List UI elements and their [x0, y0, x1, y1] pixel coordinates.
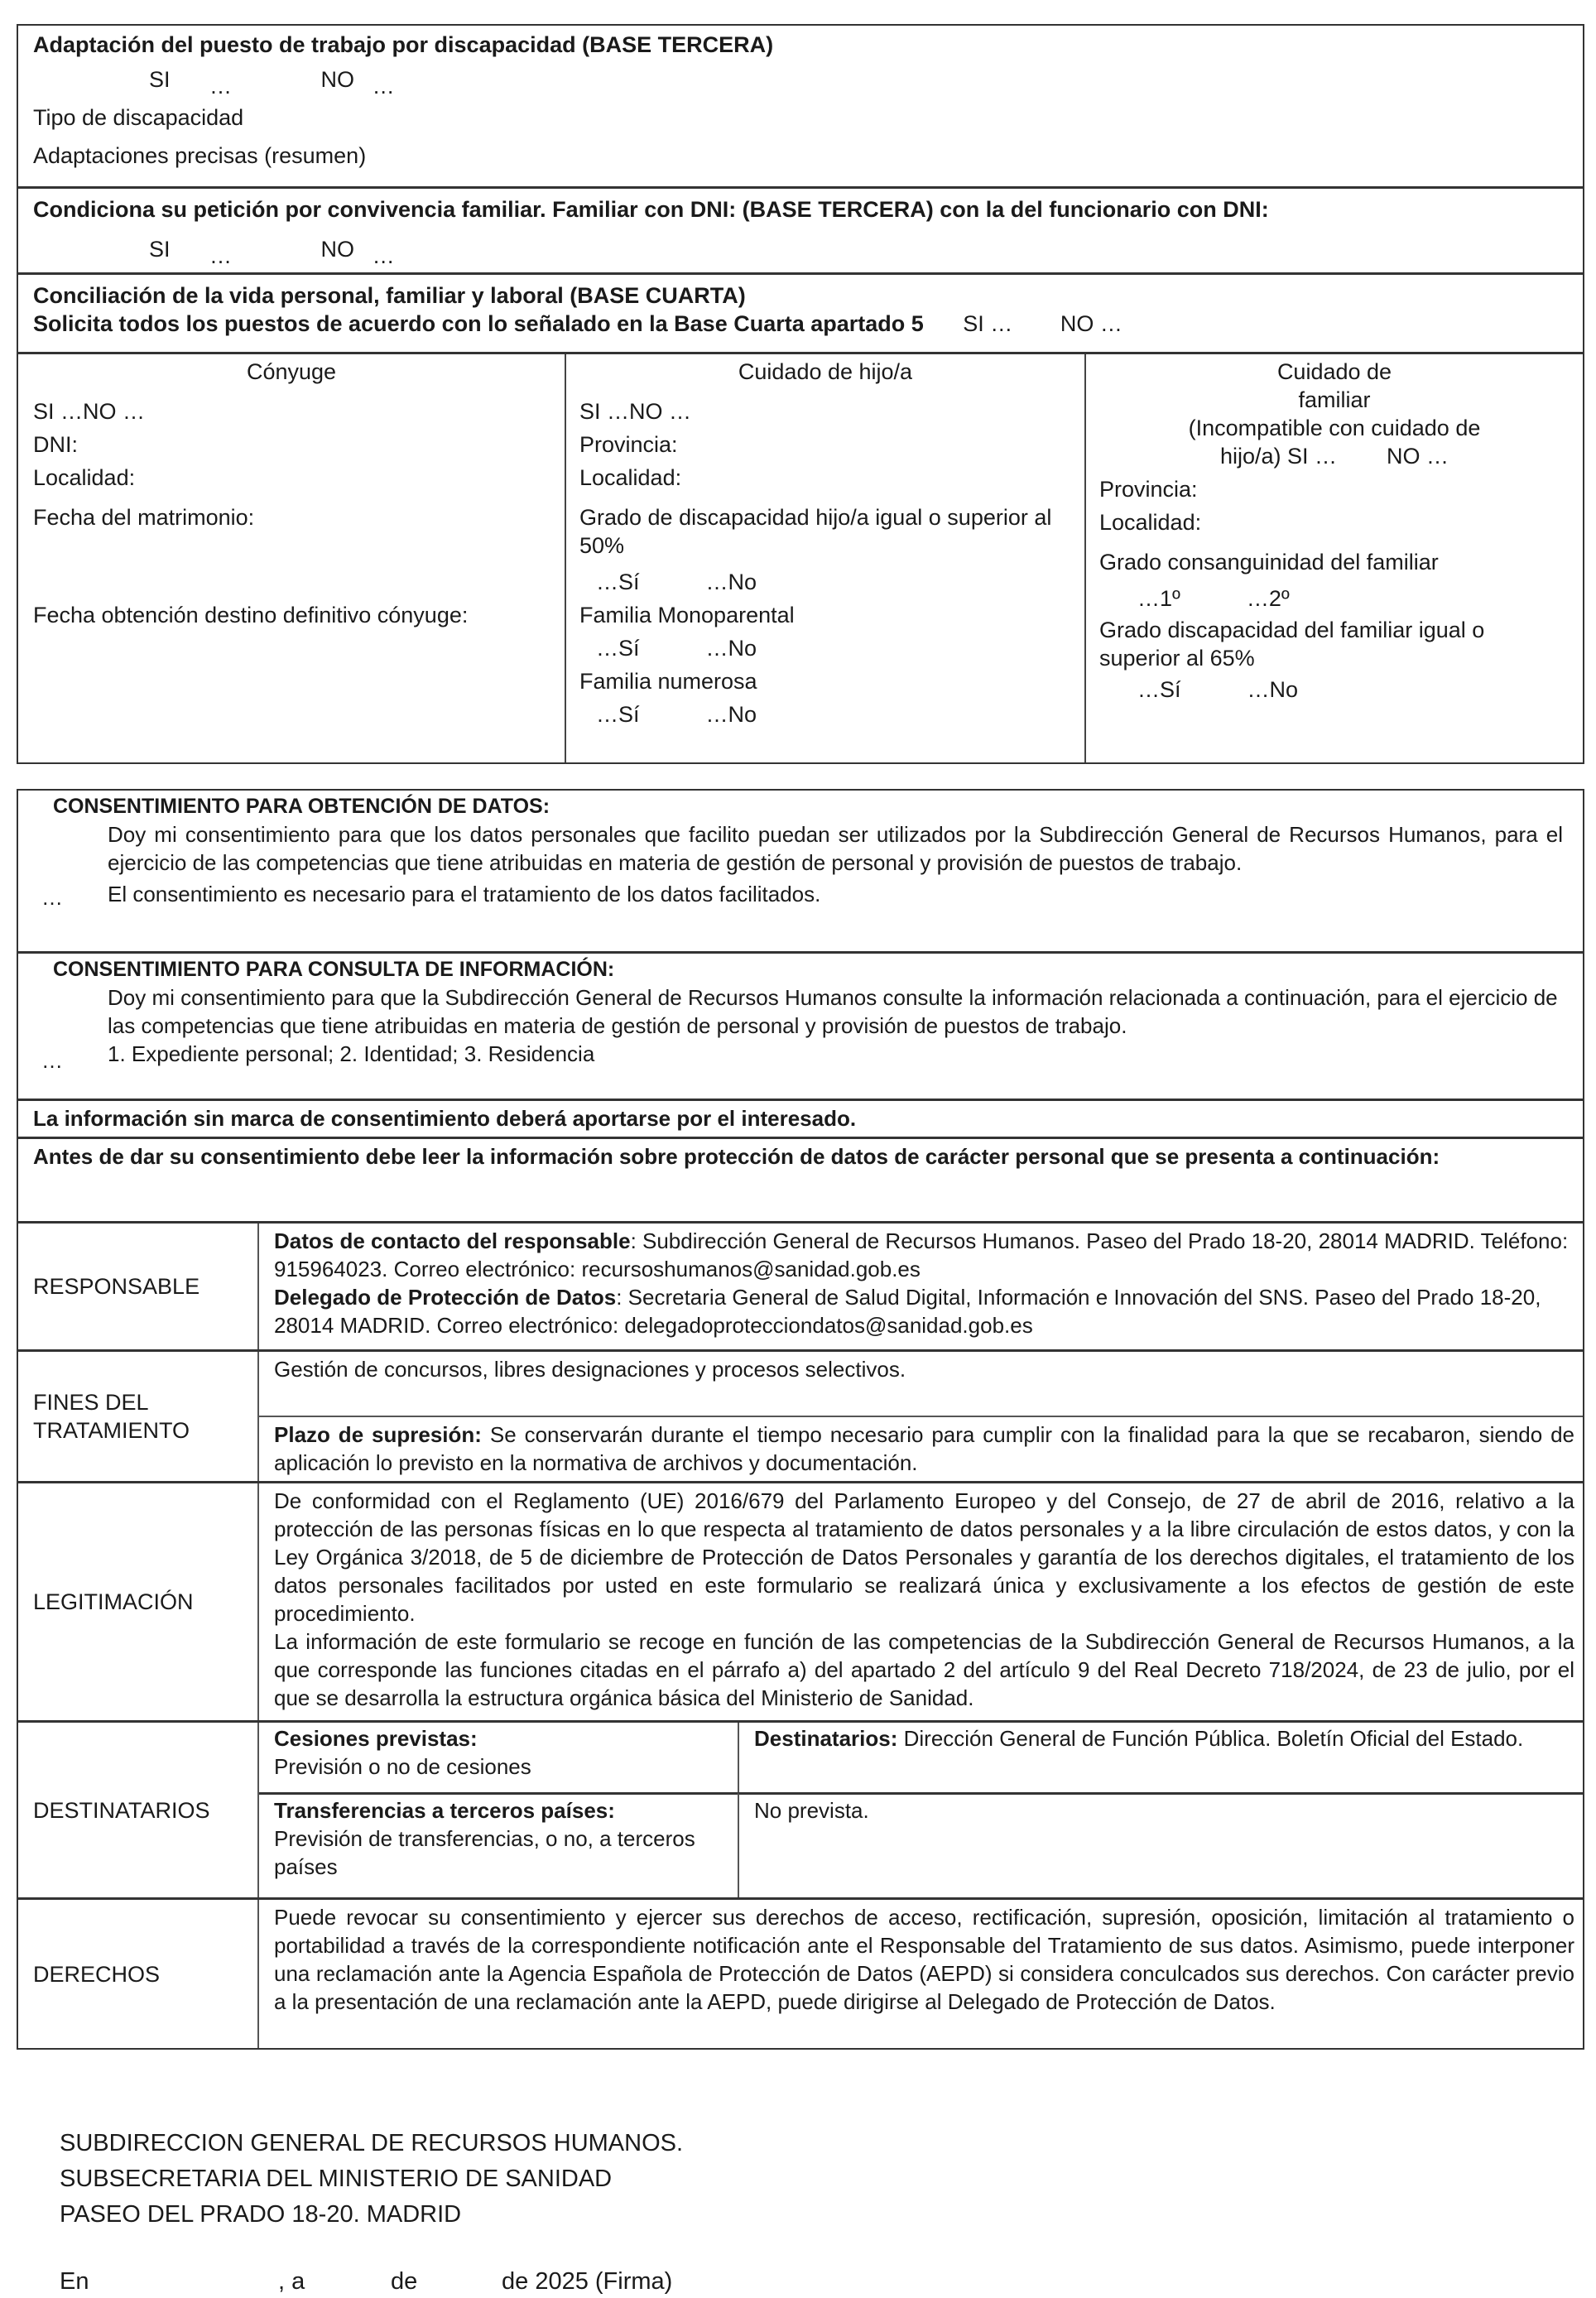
consent-consulta-checkbox[interactable]: … — [41, 1048, 63, 1073]
hijo-provincia-field[interactable]: Provincia: — [579, 432, 678, 457]
monoparental-no-checkbox[interactable]: …No — [705, 636, 757, 661]
plazo-supresion-text: Se conservarán durante el tiempo necesario para cumplir con la finalidad para la que se recabaron, siendo de aplicación lo previsto en la normativa de archivos y documentación. — [274, 1422, 1574, 1475]
responsable-label: RESPONSABLE — [33, 1274, 200, 1299]
familiar-grado-no-checkbox[interactable]: …No — [1247, 677, 1299, 702]
legitimacion-label: LEGITIMACIÓN — [33, 1589, 194, 1614]
convivencia-section — [18, 186, 1583, 272]
familiar-provincia-field[interactable]: Provincia: — [1099, 477, 1198, 502]
consanguinidad-2-checkbox[interactable]: …2º — [1246, 586, 1290, 611]
conciliacion-title: Conciliación de la vida personal, familiar y laboral (BASE CUARTA) — [33, 283, 746, 308]
consent-obtencion-title: CONSENTIMIENTO PARA OBTENCIÓN DE DATOS: — [53, 795, 550, 818]
numerosa-si-checkbox[interactable]: …Sí — [596, 702, 640, 727]
consanguinidad-label: Grado consanguinidad del familiar — [1099, 550, 1439, 574]
conyuge-column — [18, 354, 565, 762]
footer-line-1: SUBDIRECCION GENERAL DE RECURSOS HUMANOS. — [60, 2130, 684, 2156]
monoparental-si-checkbox[interactable]: …Sí — [596, 636, 640, 661]
solicita-si-checkbox[interactable]: SI … — [963, 311, 1013, 336]
consent-consulta-section — [18, 951, 1583, 1099]
adaptacion-si-checkbox[interactable]: … — [209, 74, 233, 99]
convivencia-title: Condiciona su petición por convivencia familiar. Familiar con DNI: (BASE TERCERA) con la del funcionario con DNI: — [33, 197, 1269, 222]
adaptacion-no-checkbox[interactable]: … — [372, 74, 395, 99]
conyuge-localidad-field[interactable]: Localidad: — [33, 465, 136, 490]
legitimacion-text-2: La información de este formulario se recoge en función de las competencias de la Subdirección General de Recursos Humanos, a la que corresponde las funciones citadas en el párrafo a) del apartado 2 del artículo 9 del Real Decreto 718/2024, de 23 de julio, por el que se desarrolla la estructura orgánica básica del Ministerio de Sanidad. — [274, 1629, 1574, 1710]
familiar-grado-si-checkbox[interactable]: …Sí — [1137, 677, 1181, 702]
plazo-supresion-label: Plazo de supresión: — [274, 1422, 482, 1447]
en-label: En — [60, 2268, 89, 2295]
no-prevista-text: No prevista. — [738, 1792, 1583, 1897]
transferencias-text: Previsión de transferencias, o no, a terceros países — [274, 1826, 695, 1879]
destinatarios-label: DESTINATARIOS — [33, 1797, 210, 1823]
familiar-localidad-field[interactable]: Localidad: — [1099, 510, 1202, 535]
contacto-responsable-label: Datos de contacto del responsable — [274, 1228, 631, 1253]
transferencias-label: Transferencias a terceros países: — [274, 1798, 615, 1823]
fecha-matrimonio-field[interactable]: Fecha del matrimonio: — [33, 505, 255, 530]
destinatarios-text: Dirección General de Función Pública. Boletín Oficial del Estado. — [897, 1726, 1524, 1751]
convivencia-si-label: SI — [149, 237, 171, 262]
familiar-header: Cuidado de — [1276, 359, 1392, 384]
fines-label: FINES DEL TRATAMIENTO — [33, 1390, 190, 1443]
consent-obtencion-section — [18, 791, 1583, 951]
familiar-column — [1084, 354, 1583, 762]
familiar-no-checkbox[interactable]: NO … — [1387, 444, 1449, 469]
consent-obtencion-text: Doy mi consentimiento para que los datos personales que facilito puedan ser utilizados por la Subdirección General de Recursos Humanos, para el ejercicio de las competencias que tiene atribuidas en materia de gestión de personal y provisión de puestos de trabajo. — [108, 822, 1563, 875]
adaptacion-si-label: SI — [149, 67, 171, 92]
conyuge-si-no-checkbox[interactable]: SI …NO … — [33, 399, 146, 424]
legitimacion-row — [18, 1481, 1583, 1720]
fines-row — [18, 1349, 1583, 1481]
consent-consulta-check-label: 1. Expediente personal; 2. Identidad; 3. Residencia — [108, 1041, 595, 1066]
adaptacion-no-label: NO — [320, 67, 355, 92]
signature-line — [60, 2265, 805, 2298]
adaptacion-section — [18, 26, 1583, 186]
footer-address — [60, 2126, 683, 2233]
hijo-localidad-field[interactable]: Localidad: — [579, 465, 682, 490]
hijo-header: Cuidado de hijo/a — [738, 359, 913, 384]
convivencia-si-checkbox[interactable]: … — [209, 243, 233, 268]
delegado-label: Delegado de Protección de Datos — [274, 1285, 617, 1310]
a-label: , a — [278, 2268, 305, 2295]
consent-obtencion-check-label: El consentimiento es necesario para el tratamiento de los datos facilitados. — [108, 882, 821, 906]
hijo-grado-si-checkbox[interactable]: …Sí — [596, 570, 640, 594]
footer-line-3: PASEO DEL PRADO 18-20. MADRID — [60, 2201, 462, 2228]
solicita-todos-label: Solicita todos los puestos de acuerdo con lo señalado en la Base Cuarta apartado 5 — [33, 311, 924, 336]
cesiones-label: Cesiones previstas: — [274, 1726, 478, 1751]
conyuge-dni-field[interactable]: DNI: — [33, 432, 78, 457]
convivencia-no-label: NO — [320, 237, 355, 262]
cesiones-text: Previsión o no de cesiones — [274, 1754, 531, 1779]
conyuge-header: Cónyuge — [246, 359, 337, 384]
consent-box — [17, 789, 1584, 2050]
consanguinidad-1-checkbox[interactable]: …1º — [1137, 586, 1180, 611]
familiar-incompatible-note: (Incompatible con cuidado de — [1188, 416, 1481, 440]
numerosa-no-checkbox[interactable]: …No — [705, 702, 757, 727]
consent-consulta-title: CONSENTIMIENTO PARA CONSULTA DE INFORMACIÓN: — [53, 958, 615, 981]
familiar-si-checkbox[interactable]: hijo/a) SI … — [1219, 444, 1338, 469]
numerosa-label: Familia numerosa — [579, 669, 757, 694]
destinatarios-row — [18, 1720, 1583, 1897]
adaptacion-title: Adaptación del puesto de trabajo por discapacidad (BASE TERCERA) — [33, 32, 774, 57]
date-year-firma: de 2025 (Firma) — [502, 2268, 673, 2295]
hijo-column — [565, 354, 1084, 762]
derechos-text: Puede revocar su consentimiento y ejercer sus derechos de acceso, rectificación, supresión, oposición, limitación al tratamiento o portabilidad a través de la correspondiente notificación ante el Responsable del Tratamiento de sus datos. Asimismo, puede interponer una reclamación ante la Agencia Española de Protección de Datos (AEPD) si considera conculcados sus derechos. Con carácter previo a la presentación de una reclamación ante la AEPD, puede dirigirse al Delegado de Protección de Datos. — [274, 1905, 1574, 2014]
contacto-responsable-text: : Subdirección General de Recursos Humanos. Paseo del Prado 18-20, 28014 MADRID. Teléfono: 915964023. Correo electrónico: recursoshumanos@sanidad.gob.es — [274, 1228, 1569, 1281]
antes-row — [18, 1137, 1583, 1221]
delegado-text: : Secretaria General de Salud Digital, Información e Innovación del SNS. Paseo del Prado 18-20, 28014 MADRID. Correo electrónico: delegadoprotecciondatos@sanidad.gob.es — [274, 1285, 1541, 1338]
hijo-grado-no-checkbox[interactable]: …No — [705, 570, 757, 594]
solicitud-form-box — [17, 24, 1584, 764]
familiar-grado-label: Grado discapacidad del familiar igual o superior al 65% — [1099, 618, 1485, 671]
monoparental-label: Familia Monoparental — [579, 603, 795, 627]
responsable-row — [18, 1221, 1583, 1349]
hijo-grado-label: Grado de discapacidad hijo/a igual o superior al 50% — [579, 505, 1052, 558]
solicita-no-checkbox[interactable]: NO … — [1060, 311, 1122, 336]
antes-text: Antes de dar su consentimiento debe leer la información sobre protección de datos de carácter personal que se presenta a continuación: — [33, 1144, 1440, 1169]
destinatarios-sublabel: Destinatarios: — [754, 1726, 898, 1751]
tipo-discapacidad-field[interactable]: Tipo de discapacidad — [33, 105, 244, 130]
familiar-header-line2: familiar — [1298, 387, 1371, 412]
conciliacion-columns — [18, 352, 1583, 762]
conciliacion-section — [18, 272, 1583, 352]
derechos-row — [18, 1897, 1583, 2048]
fecha-destino-conyuge-field[interactable]: Fecha obtención destino definitivo cónyuge: — [33, 603, 469, 627]
legitimacion-text-1: De conformidad con el Reglamento (UE) 2016/679 del Parlamento Europeo y del Consejo, de 27 de abril de 2016, relativo a la protección de las personas físicas en lo que respecta al tratamiento de datos personales y a la libre circulación de estos datos, y con la Ley Orgánica 3/2018, de 5 de diciembre de Protección de Datos Personales y garantía de los derechos digitales, el tratamiento de los datos personales facilitados por usted en este formulario se realizará única y exclusivamente a los efectos de gestión de este procedimiento. — [274, 1488, 1574, 1626]
consent-obtencion-checkbox[interactable]: … — [41, 885, 63, 910]
convivencia-no-checkbox[interactable]: … — [372, 243, 395, 268]
de-label: de — [391, 2268, 418, 2295]
fines-text: Gestión de concursos, libres designaciones y procesos selectivos. — [274, 1357, 906, 1382]
footer-line-2: SUBSECRETARIA DEL MINISTERIO DE SANIDAD — [60, 2166, 613, 2192]
sin-marca-row — [18, 1099, 1583, 1137]
consent-consulta-text: Doy mi consentimiento para que la Subdirección General de Recursos Humanos consulte la información relacionada a continuación, para el ejercicio de las competencias que tiene atribuidas en materia de gestión de personal y provisión de puestos de trabajo. — [108, 985, 1558, 1038]
derechos-label: DERECHOS — [33, 1961, 161, 1987]
hijo-si-no-checkbox[interactable]: SI …NO … — [579, 399, 692, 424]
adaptaciones-field[interactable]: Adaptaciones precisas (resumen) — [33, 143, 367, 168]
sin-marca-text: La información sin marca de consentimiento deberá aportarse por el interesado. — [33, 1106, 857, 1131]
